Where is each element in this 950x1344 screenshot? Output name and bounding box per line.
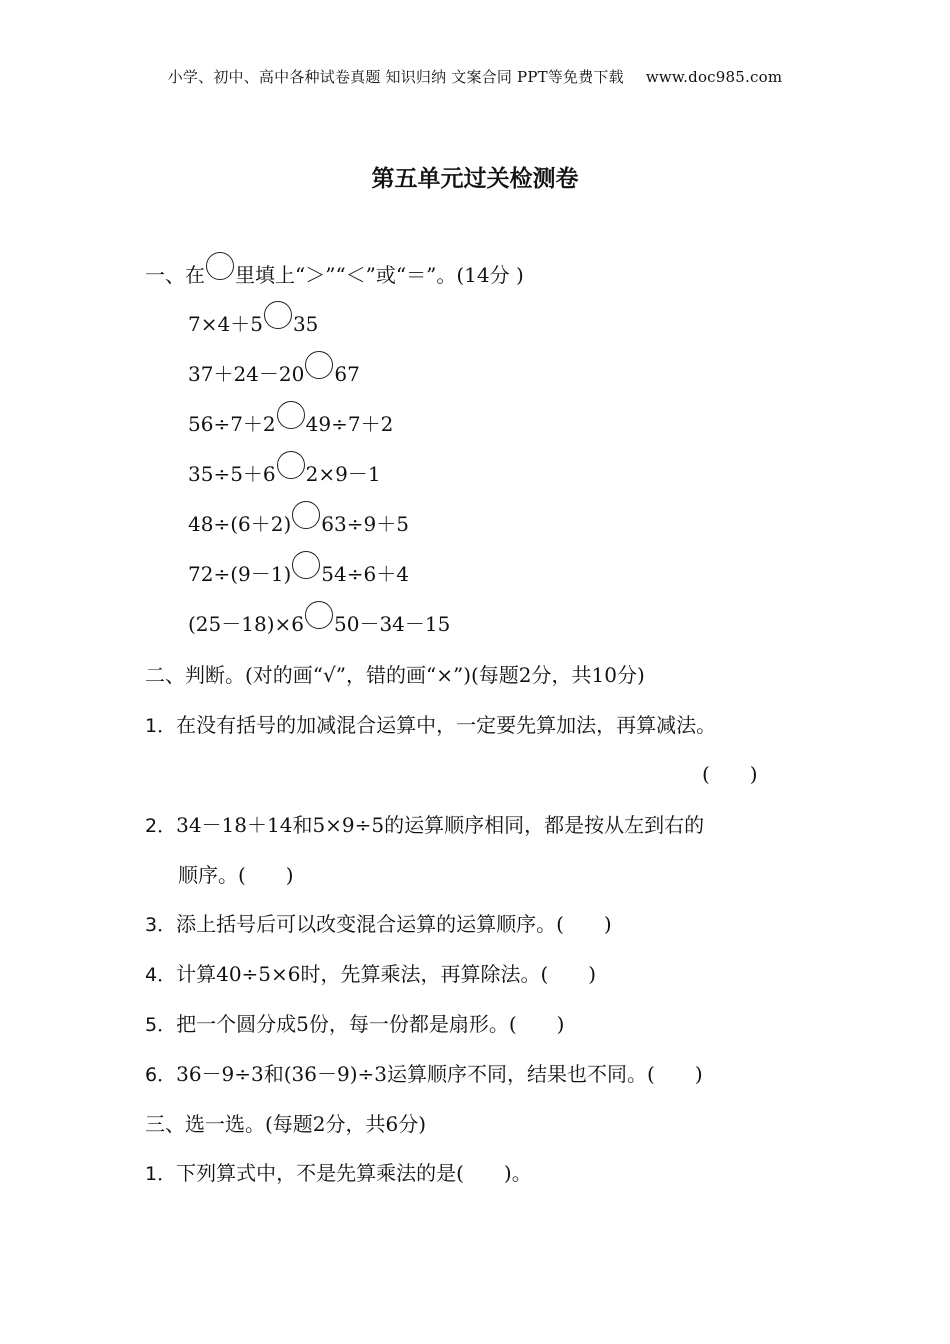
compare-circle-5[interactable] bbox=[292, 501, 320, 529]
judge-question-5: 5．把一个圆分成5份，每一份都是扇形。( ) bbox=[145, 1012, 565, 1036]
header-site: www.doc985.com bbox=[645, 68, 783, 86]
compare-circle-7[interactable] bbox=[305, 601, 333, 629]
page-title: 第五单元过关检测卷 bbox=[371, 166, 579, 192]
judge-answer-blank-1[interactable]: ( ) bbox=[702, 762, 758, 786]
compare-circle-1[interactable] bbox=[264, 301, 292, 329]
compare-item-5: 48÷(6＋2) 63÷9＋5 bbox=[188, 511, 409, 539]
section1-heading: 一、在 里填上“＞”“＜”或“＝”。(14分 ) bbox=[145, 262, 524, 290]
compare-circle-6[interactable] bbox=[292, 551, 320, 579]
compare-item-1: 7×4＋5 35 bbox=[188, 311, 318, 339]
compare-circle-3[interactable] bbox=[277, 401, 305, 429]
compare-item-6: 72÷(9－1) 54÷6＋4 bbox=[188, 561, 409, 589]
judge-question-2: 2．34－18＋14和5×9÷5的运算顺序相同，都是按从左到右的 bbox=[145, 813, 705, 837]
judge-question-6: 6．36－9÷3和(36－9)÷3运算顺序不同，结果也不同。( ) bbox=[145, 1062, 703, 1086]
header-text: 小学、初中、高中各种试卷真题 知识归纳 文案合同 PPT等免费下载 bbox=[167, 68, 624, 86]
compare-item-7: (25－18)×6 50－34－15 bbox=[188, 611, 450, 639]
judge-question-1: 1．在没有括号的加减混合运算中，一定要先算加法，再算减法。 bbox=[145, 713, 717, 737]
section3-heading: 三、选一选。(每题2分，共6分) bbox=[145, 1112, 427, 1136]
circle-blank-icon bbox=[206, 252, 234, 280]
compare-item-2: 37＋24－20 67 bbox=[188, 361, 360, 389]
judge-question-2-cont: 顺序。( ) bbox=[178, 863, 294, 887]
page-header bbox=[0, 66, 950, 87]
compare-circle-4[interactable] bbox=[277, 451, 305, 479]
compare-item-3: 56÷7＋2 49÷7＋2 bbox=[188, 411, 393, 439]
compare-item-4: 35÷5＋6 2×9－1 bbox=[188, 461, 381, 489]
judge-question-3: 3．添上括号后可以改变混合运算的运算顺序。( ) bbox=[145, 912, 612, 936]
choice-question-1: 1．下列算式中，不是先算乘法的是( )。 bbox=[145, 1161, 532, 1185]
compare-circle-2[interactable] bbox=[305, 351, 333, 379]
judge-question-4: 4．计算40÷5×6时，先算乘法，再算除法。( ) bbox=[145, 962, 597, 986]
section2-heading: 二、判断。(对的画“√”，错的画“×”)(每题2分，共10分) bbox=[145, 663, 645, 687]
